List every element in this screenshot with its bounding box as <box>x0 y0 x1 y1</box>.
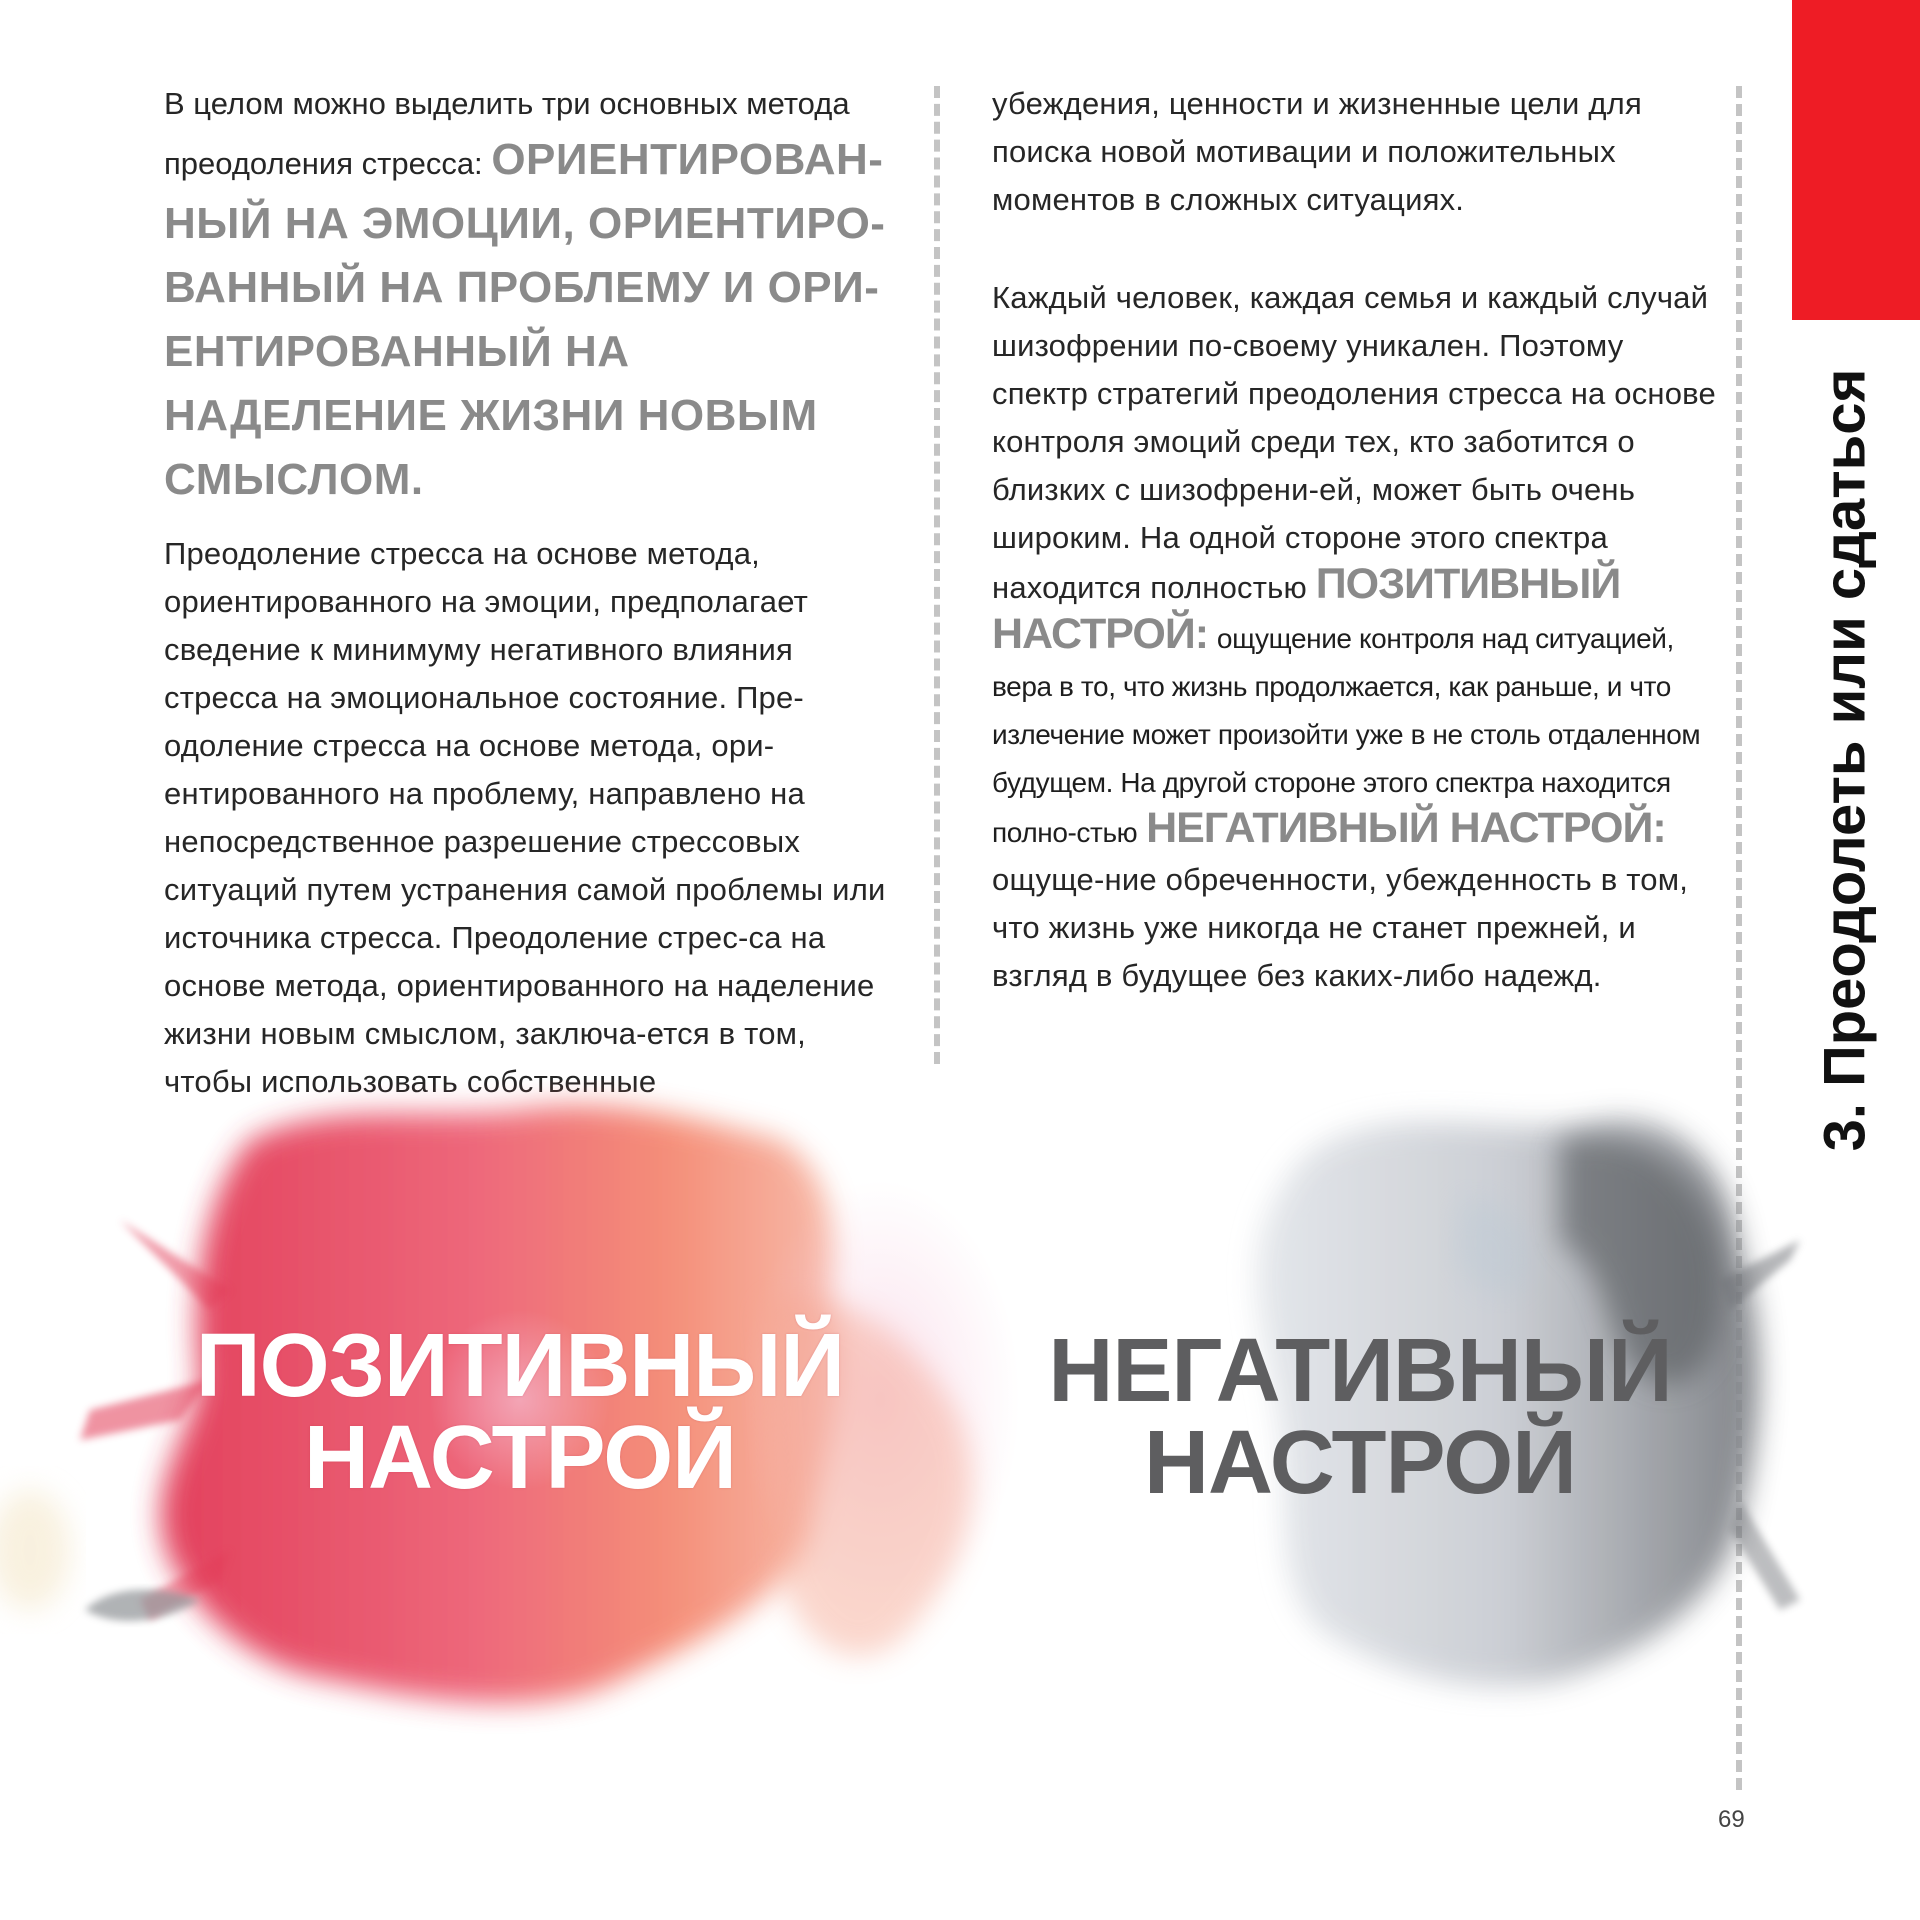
chapter-title: 3. Преодолеть или сдаться <box>1812 368 1878 1152</box>
methods-paragraph: Преодоление стресса на основе метода, ориентированного на эмоции, предполагает сведение к минимуму негативного влияния стресса на эмоциональное состояние. Пре-одоление стресса на основе метода, ори-ентированного на проблему, направлено на непосредственное разрешение стрессовых ситуаций путем устранения самой проблемы или источника стресса. Преодоление стрес-са на основе метода, ориентированного на наделение жизни новым смыслом, заключа-ется в том, чтобы использовать собственные <box>164 536 886 1099</box>
left-column <box>164 80 894 1106</box>
intro-text: В целом можно выделить три основных метода преодоления стресса: <box>164 86 850 181</box>
intro-paragraph <box>164 80 894 512</box>
positive-description: ощущение контроля над ситуацией, вера в то, что жизнь продолжается, как раньше, и что излечение может произойти уже в не столь отдаленном будущем. На другой стороне этого спектра находится полно-стью <box>992 623 1701 848</box>
paint-stain <box>0 1490 70 1610</box>
positive-term: ПОЗИТИВНЫЙ НАСТРОЙ: <box>992 560 1621 658</box>
page-number: 69 <box>1718 1806 1745 1833</box>
methods-heading: ОРИЕНТИРОВАН-НЫЙ НА ЭМОЦИИ, ОРИЕНТИРО-ВАННЫЙ НА ПРОБЛЕМУ И ОРИ-ЕНТИРОВАННЫЙ НА НАДЕЛЕНИЕ ЖИЗНИ НОВЫМ СМЫСЛОМ. <box>164 135 886 504</box>
chapter-tab <box>1792 0 1920 320</box>
right-column <box>992 80 1722 1000</box>
negative-description: ощуще-ние обреченности, убежденность в том, что жизнь уже никогда не станет прежней, и взгляд в будущее без каких-либо надежд. <box>992 862 1689 993</box>
negative-term: НЕГАТИВНЫЙ НАСТРОЙ: <box>1146 804 1666 852</box>
negative-mood-label: НЕГАТИВНЫЙ НАСТРОЙ <box>1048 1321 1672 1513</box>
positive-mood-label: ПОЗИТИВНЫЙ НАСТРОЙ <box>195 1316 845 1508</box>
spectrum-paragraph <box>992 274 1722 1000</box>
spectrum-intro: Каждый человек, каждая семья и каждый случай шизофрении по-своему уникален. Поэтому спектр стратегий преодоления стресса на основе контроля эмоций среди тех, кто заботится о близких с шизофрени-ей, может быть очень широким. На одной стороне этого спектра находится полностью <box>992 280 1716 605</box>
continuation-paragraph: убеждения, ценности и жизненные цели для поиска новой мотивации и положительных моментов в сложных ситуациях. <box>992 86 1642 217</box>
column-divider <box>934 86 940 1064</box>
